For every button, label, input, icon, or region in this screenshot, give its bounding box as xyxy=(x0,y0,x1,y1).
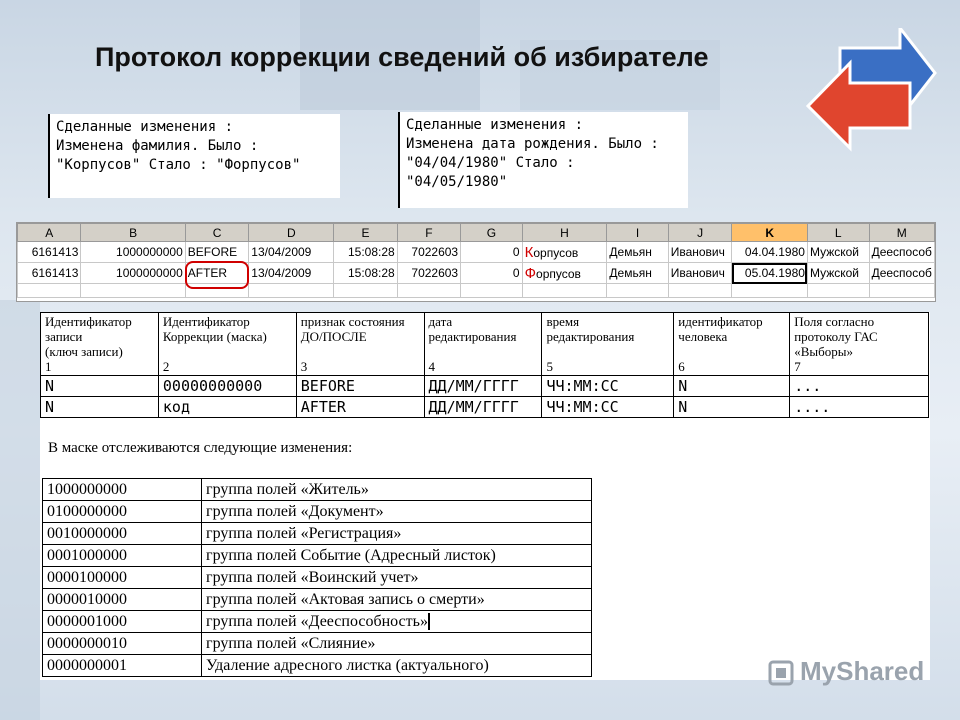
header-spacer xyxy=(429,344,538,359)
note-line: "04/04/1980" Стало : xyxy=(406,155,575,171)
column-header[interactable]: M xyxy=(869,224,934,242)
cell[interactable] xyxy=(668,284,732,298)
change-note-surname xyxy=(48,114,340,198)
table-row-empty xyxy=(18,284,935,298)
cell[interactable]: Мужской xyxy=(807,242,869,263)
surname-rest: орпусов xyxy=(533,245,579,260)
table-row xyxy=(43,501,592,523)
table-row xyxy=(43,611,592,633)
surname-rest: орпусов xyxy=(536,266,581,281)
cell[interactable]: 7022603 xyxy=(397,263,460,284)
mask-code: 0000001000 xyxy=(43,611,202,633)
header-line: редактирования xyxy=(546,329,635,344)
header-cell xyxy=(41,313,159,376)
cell: ДД/ММ/ГГГГ xyxy=(424,376,542,397)
cell[interactable] xyxy=(461,284,523,298)
column-header[interactable]: L xyxy=(807,224,869,242)
cell[interactable]: Демьян xyxy=(607,263,668,284)
cell[interactable]: Дееспособ xyxy=(869,263,934,284)
mask-desc: группа полей «Воинский учет» xyxy=(202,567,592,589)
cell[interactable] xyxy=(607,284,668,298)
column-header-row xyxy=(18,224,935,242)
cell: ЧЧ:ММ:СС xyxy=(542,376,674,397)
header-line: Коррекции (маска) xyxy=(162,329,267,344)
cell: N xyxy=(674,397,790,418)
mask-table xyxy=(42,478,592,677)
cell[interactable]: 04.04.1980 xyxy=(732,242,807,263)
header-spacer xyxy=(301,344,420,359)
header-line: идентификатор xyxy=(678,314,763,329)
myshared-logo-icon xyxy=(768,660,794,686)
header-line: записи xyxy=(45,329,83,344)
cell[interactable] xyxy=(869,284,934,298)
header-line: признак состояния xyxy=(300,314,405,329)
header-spacer xyxy=(546,344,669,359)
note-line: Сделанные изменения : xyxy=(406,117,584,133)
table-row xyxy=(18,242,935,263)
table-row xyxy=(43,589,592,611)
cell[interactable]: 6161413 xyxy=(18,263,81,284)
note-line: "04/05/1980" xyxy=(406,174,508,190)
cell-surname[interactable] xyxy=(522,263,607,284)
cell[interactable]: 1000000000 xyxy=(81,263,185,284)
column-header[interactable]: C xyxy=(185,224,249,242)
mask-code: 1000000000 xyxy=(43,479,202,501)
active-cell[interactable]: 05.04.1980 xyxy=(732,263,807,284)
mask-code: 0000000001 xyxy=(43,655,202,677)
mask-desc: группа полей «Слияние» xyxy=(202,633,592,655)
column-header[interactable]: F xyxy=(397,224,460,242)
header-number: 6 xyxy=(678,359,685,374)
changed-letter: Ф xyxy=(524,264,537,282)
header-line: время xyxy=(546,314,580,329)
cell[interactable]: Иванович xyxy=(668,242,732,263)
header-line: Идентификатор xyxy=(45,314,132,329)
table-row xyxy=(43,523,592,545)
table-row xyxy=(43,479,592,501)
cell[interactable] xyxy=(397,284,460,298)
header-spacer xyxy=(163,344,292,359)
column-header[interactable]: D xyxy=(249,224,334,242)
cell[interactable]: BEFORE xyxy=(185,242,249,263)
cell[interactable]: Иванович xyxy=(668,263,732,284)
table-row xyxy=(43,545,592,567)
mask-desc: группа полей «Житель» xyxy=(202,479,592,501)
cell: N xyxy=(41,397,159,418)
column-header-selected[interactable]: K xyxy=(732,224,807,242)
cell[interactable] xyxy=(18,284,81,298)
cell[interactable]: Демьян xyxy=(607,242,668,263)
cell-surname[interactable] xyxy=(522,242,607,263)
mask-desc: группа полей «Регистрация» xyxy=(202,523,592,545)
header-line: протоколу ГАС xyxy=(794,329,878,344)
highlight-circle xyxy=(185,261,249,289)
header-line: ДО/ПОСЛЕ xyxy=(300,329,367,344)
header-line: Идентификатор xyxy=(162,314,250,329)
changed-letter: К xyxy=(524,243,534,261)
table-row xyxy=(41,376,929,397)
mask-desc: группа полей Событие (Адресный листок) xyxy=(202,545,592,567)
note-line: Сделанные изменения : xyxy=(56,119,234,135)
note-line: Изменена фамилия. Было : xyxy=(56,138,259,154)
table-row xyxy=(18,263,935,284)
column-header[interactable]: A xyxy=(18,224,81,242)
mask-code: 0010000000 xyxy=(43,523,202,545)
cell[interactable] xyxy=(522,284,607,298)
cell[interactable]: 15:08:28 xyxy=(334,242,397,263)
header-line: человека xyxy=(678,329,728,344)
mask-desc-with-cursor[interactable] xyxy=(202,611,592,633)
cell[interactable] xyxy=(334,284,397,298)
table-row xyxy=(43,633,592,655)
mask-code: 0001000000 xyxy=(43,545,202,567)
spreadsheet xyxy=(16,222,936,302)
column-header[interactable]: I xyxy=(607,224,668,242)
double-arrow-icon xyxy=(800,28,940,158)
header-cell xyxy=(674,313,790,376)
mask-desc: группа полей «Документ» xyxy=(202,501,592,523)
cell[interactable]: 15:08:28 xyxy=(334,263,397,284)
header-line: (ключ записи) xyxy=(45,344,123,359)
table-row xyxy=(41,397,929,418)
cell[interactable]: 0 xyxy=(461,242,523,263)
cell[interactable]: Мужской xyxy=(807,263,869,284)
cell[interactable] xyxy=(732,284,807,298)
cell[interactable] xyxy=(807,284,869,298)
header-line: Поля согласно xyxy=(794,314,875,329)
header-cell xyxy=(158,313,296,376)
page-title: Протокол коррекции сведений об избирателе xyxy=(95,42,709,72)
cell: 00000000000 xyxy=(158,376,296,397)
mask-code: 0100000000 xyxy=(43,501,202,523)
text-cursor xyxy=(428,613,430,630)
change-note-birthdate xyxy=(398,112,688,208)
mask-code: 0000010000 xyxy=(43,589,202,611)
header-number: 5 xyxy=(546,359,553,374)
header-line: «Выборы» xyxy=(794,344,853,359)
cell: N xyxy=(674,376,790,397)
cell: N xyxy=(41,376,159,397)
column-header[interactable]: H xyxy=(522,224,607,242)
mask-desc: группа полей «Дееспособность» xyxy=(206,612,428,630)
table-header-row xyxy=(41,313,929,376)
note-line: Изменена дата рождения. Было : xyxy=(406,136,659,152)
header-cell xyxy=(790,313,929,376)
protocol-table xyxy=(40,312,929,418)
cell[interactable] xyxy=(249,284,334,298)
note-line: "Корпусов" Стало : "Форпусов" xyxy=(56,157,301,173)
column-header[interactable]: B xyxy=(81,224,185,242)
mask-desc: Удаление адресного листка (актуального) xyxy=(202,655,592,677)
cell[interactable]: Дееспособ xyxy=(869,242,934,263)
mask-desc: группа полей «Актовая запись о смерти» xyxy=(202,589,592,611)
cell[interactable]: 7022603 xyxy=(397,242,460,263)
column-header[interactable]: G xyxy=(461,224,523,242)
cell[interactable]: 13/04/2009 xyxy=(249,263,334,284)
mask-code: 0000100000 xyxy=(43,567,202,589)
cell: BEFORE xyxy=(296,376,424,397)
header-cell xyxy=(296,313,424,376)
column-header[interactable]: J xyxy=(668,224,732,242)
cell[interactable]: 13/04/2009 xyxy=(249,242,334,263)
header-number: 3 xyxy=(300,359,308,374)
cell[interactable] xyxy=(81,284,185,298)
header-spacer xyxy=(678,344,785,359)
header-number: 1 xyxy=(45,359,52,374)
mask-code: 0000000010 xyxy=(43,633,202,655)
header-number: 7 xyxy=(794,359,801,374)
table-row xyxy=(43,655,592,677)
cell[interactable]: 6161413 xyxy=(18,242,81,263)
header-number: 2 xyxy=(162,359,170,374)
column-header[interactable]: E xyxy=(334,224,397,242)
cell: AFTER xyxy=(296,397,424,418)
cell[interactable]: AFTER xyxy=(185,263,249,284)
cell: код xyxy=(158,397,296,418)
header-cell xyxy=(542,313,674,376)
header-line: дата xyxy=(428,314,453,329)
table-row xyxy=(43,567,592,589)
cell: ДД/ММ/ГГГГ xyxy=(424,397,542,418)
cell: .... xyxy=(790,397,929,418)
protocol-document xyxy=(40,312,930,680)
mask-heading: В маске отслеживаются следующие изменения: xyxy=(48,440,353,456)
watermark-text: MyShared xyxy=(800,656,925,686)
header-number: 4 xyxy=(428,359,436,374)
cell: ... xyxy=(790,376,929,397)
header-cell xyxy=(424,313,542,376)
header-line: редактирования xyxy=(428,329,517,344)
cell[interactable]: 0 xyxy=(461,263,523,284)
cell: ЧЧ:ММ:СС xyxy=(542,397,674,418)
cell[interactable]: 1000000000 xyxy=(81,242,185,263)
